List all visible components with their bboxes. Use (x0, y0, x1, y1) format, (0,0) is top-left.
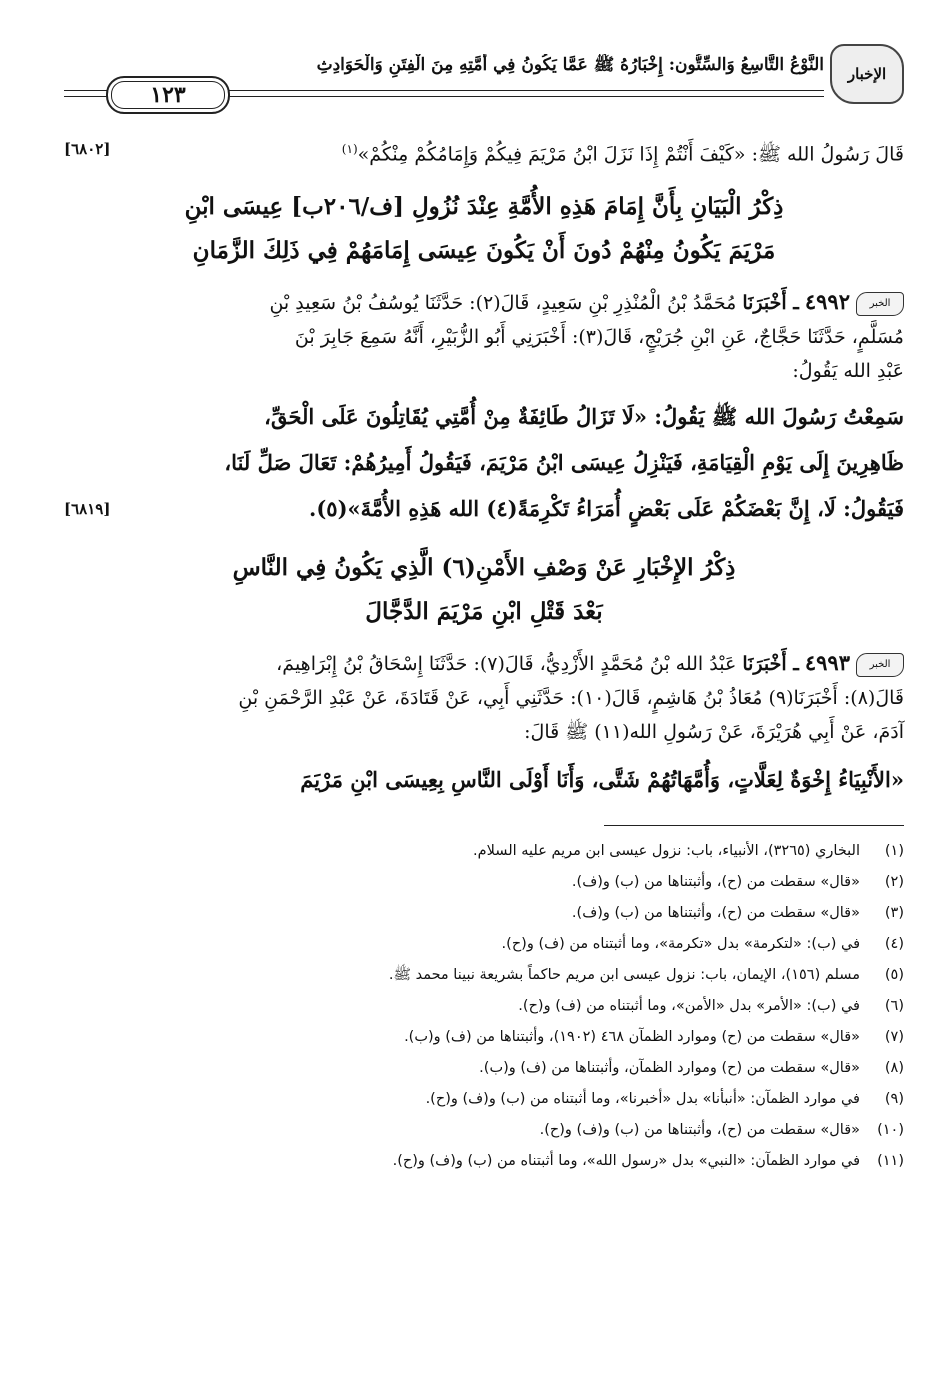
footnote: (٥) مسلم (١٥٦)، الإيمان، باب: نزول عيسى ابن مريم حاكماً بشريعة نبينا محمد ﷺ. (388, 967, 904, 984)
isnad-line-1: عَبْدُ الله بْنُ مُحَمَّدٍ الأَزْدِيُّ، قَالَ(٧): حَدَّثَنَا إِسْحَاقُ بْنُ إِبْرَاهِيمَ، (276, 653, 737, 676)
matn-line-1: «الأَنْبِيَاءُ إِخْوَةٌ لِعَلَّاتٍ، وَأُمَّهَاتُهُمْ شَتَّى، وَأَنَا أَوْلَى النَّاسِ بِعِيسَى ابْنِ مَرْيَمَ (300, 767, 904, 793)
footnote: (٦) في (ب): «الأمر» بدل «الأمن»، وما أثبتناه من (ف) و(ح). (518, 998, 904, 1015)
matn-line-3-wrap (64, 486, 904, 532)
matn-line-3: فَيَقُولُ: لَا، إِنَّ بَعْضَكُمْ عَلَى بَعْضٍ أُمَرَاءُ تَكْرِمَةً(٤) الله هَذِهِ الأُمَّةَ»(٥). (309, 496, 904, 522)
section-heading-2 (64, 546, 904, 634)
footnote: (١١) في موارد الظمآن: «النبي» بدل «رسول الله»، وما أثبتناه من (ب) و(ف) و(ح). (392, 1153, 904, 1170)
matn-line-1: سَمِعْتُ رَسُولَ الله ﷺ يَقُولُ: «لَا تَزَالُ طَائِفَةٌ مِنْ أُمَّتِي يُقَاتِلُونَ عَلَى الْحَقِّ، (264, 404, 904, 430)
footnote: (٧) «قال» سقطت من (ح) وموارد الظمآن ٤٦٨ (١٩٠٢)، وأثبتناها من (ف) و(ب). (404, 1029, 904, 1046)
footnotes (64, 836, 904, 1177)
footnote: (٩) في موارد الظمآن: «أنبأنا» بدل «أخبرنا»، وما أثبتناه من (ب) و(ف) و(ح). (425, 1091, 904, 1108)
footnote-separator (604, 825, 904, 826)
matn-line-2: ظَاهِرِينَ إِلَى يَوْمِ الْقِيَامَةِ، فَيَنْزِلُ عِيسَى ابْنُ مَرْيَمَ، فَيَقُولُ أَمِيرُهُمْ: تَعَالَ صَلِّ لَنَا، (224, 450, 904, 476)
chapter-title: النَّوْعُ التَّاسِعُ وَالسِّتُّون: إِخْبَارُهُ ﷺ عَمَّا يَكُونُ فِي أُمَّتِهِ مِنَ الْفِتَنِ وَالْحَوَادِثِ (316, 55, 824, 75)
footnote: (٢) «قال» سقطت من (ح)، وأثبتناها من (ب) و(ف). (571, 874, 904, 891)
hadith-reference: [٦٨١٩] (64, 500, 111, 519)
footnote: (٤) في (ب): «لتكرمة» بدل «تكرمة»، وما أثبتناه من (ف) و(ح). (501, 936, 904, 953)
running-header (64, 40, 904, 126)
isnad-line-3: عَبْدِ الله يَقُولُ: (792, 360, 904, 383)
opening-reference: [٦٨٠٢] (64, 140, 111, 158)
hadith-marker-icon: الخبر (856, 653, 904, 677)
heading-2-line-1: ذِكْرُ الإِخْبَارِ عَنْ وَصْفِ الأَمْنِ(٦) الَّذِي يَكُونُ فِي النَّاسِ (232, 554, 736, 582)
hadith-4992 (64, 285, 904, 532)
opening-hadith (64, 132, 904, 171)
chapter-badge: الإخبار (830, 44, 904, 104)
hadith-number: ٤٩٩٢ (804, 289, 850, 315)
isnad-line-2: مُسَلَّمٍ، حَدَّثَنَا حَجَّاجٌ، عَنِ ابْنِ جُرَيْجٍ، قَالَ(٣): أَخْبَرَنِي أَبُو الزُّبَيْرِ، أَنَّهُ سَمِعَ جَابِرَ بْنَ (294, 326, 904, 349)
footnote: (٨) «قال» سقطت من (ح) وموارد الظمآن، وأثبتناها من (ف) و(ب). (479, 1060, 904, 1077)
book-page (64, 40, 904, 1177)
page-number: ١٢٣ (106, 76, 230, 114)
hadith-4993 (64, 646, 904, 803)
akhbarana-word: ـ أَخْبَرَنَا (742, 292, 799, 315)
isnad-line-3: آدَمَ، عَنْ أَبِي هُرَيْرَةَ، عَنْ رَسُولِ الله(١١) ﷺ قَالَ: (524, 721, 904, 744)
opening-footnote-marker: (١) (341, 142, 358, 156)
footnote: (١) البخاري (٣٢٦٥)، الأنبياء، باب: نزول عيسى ابن مريم عليه السلام. (473, 843, 904, 860)
isnad-line-2: قَالَ(٨): أَخْبَرَنَا(٩) مُعَاذُ بْنُ هَاشِمٍ، قَالَ(١٠): حَدَّثَنِي أَبِي، عَنْ قَتَادَةَ، عَنْ عَبْدِ الرَّحْمَنِ بْنِ (238, 687, 904, 710)
akhbarana-word: ـ أَخْبَرَنَا (742, 653, 799, 676)
isnad-line-1: مُحَمَّدُ بْنُ الْمُنْذِرِ بْنِ سَعِيدٍ، قَالَ(٢): حَدَّثَنَا يُوسُفُ بْنُ سَعِيدِ بْنِ (269, 292, 737, 315)
heading-1-line-1: ذِكْرُ الْبَيَانِ بِأَنَّ إِمَامَ هَذِهِ الأُمَّةِ عِنْدَ نُزُولِ [ف/٢٠٦ب] عِيسَى ابْنِ (184, 193, 784, 221)
hadith-marker-icon: الخبر (856, 292, 904, 316)
footnote: (٣) «قال» سقطت من (ح)، وأثبتناها من (ب) و(ف). (571, 905, 904, 922)
opening-text: قَالَ رَسُولُ الله ﷺ: «كَيْفَ أَنْتُمْ إِذَا نَزَلَ ابْنُ مَرْيَمَ فِيكُمْ وَإِمَامُكُمْ مِنْكُمْ» (357, 143, 904, 166)
heading-2-line-2: بَعْدَ قَتْلِ ابْنِ مَرْيَمَ الدَّجَّالَ (365, 598, 603, 626)
section-heading-1 (64, 185, 904, 273)
heading-1-line-2: مَرْيَمَ يَكُونُ مِنْهُمْ دُونَ أَنْ يَكُونَ عِيسَى إِمَامَهُمْ فِي ذَلِكَ الزَّمَانِ (192, 237, 776, 265)
footnote: (١٠) «قال» سقطت من (ح)، وأثبتناها من (ب) و(ف) و(ح). (539, 1122, 904, 1139)
hadith-number: ٤٩٩٣ (804, 650, 850, 676)
